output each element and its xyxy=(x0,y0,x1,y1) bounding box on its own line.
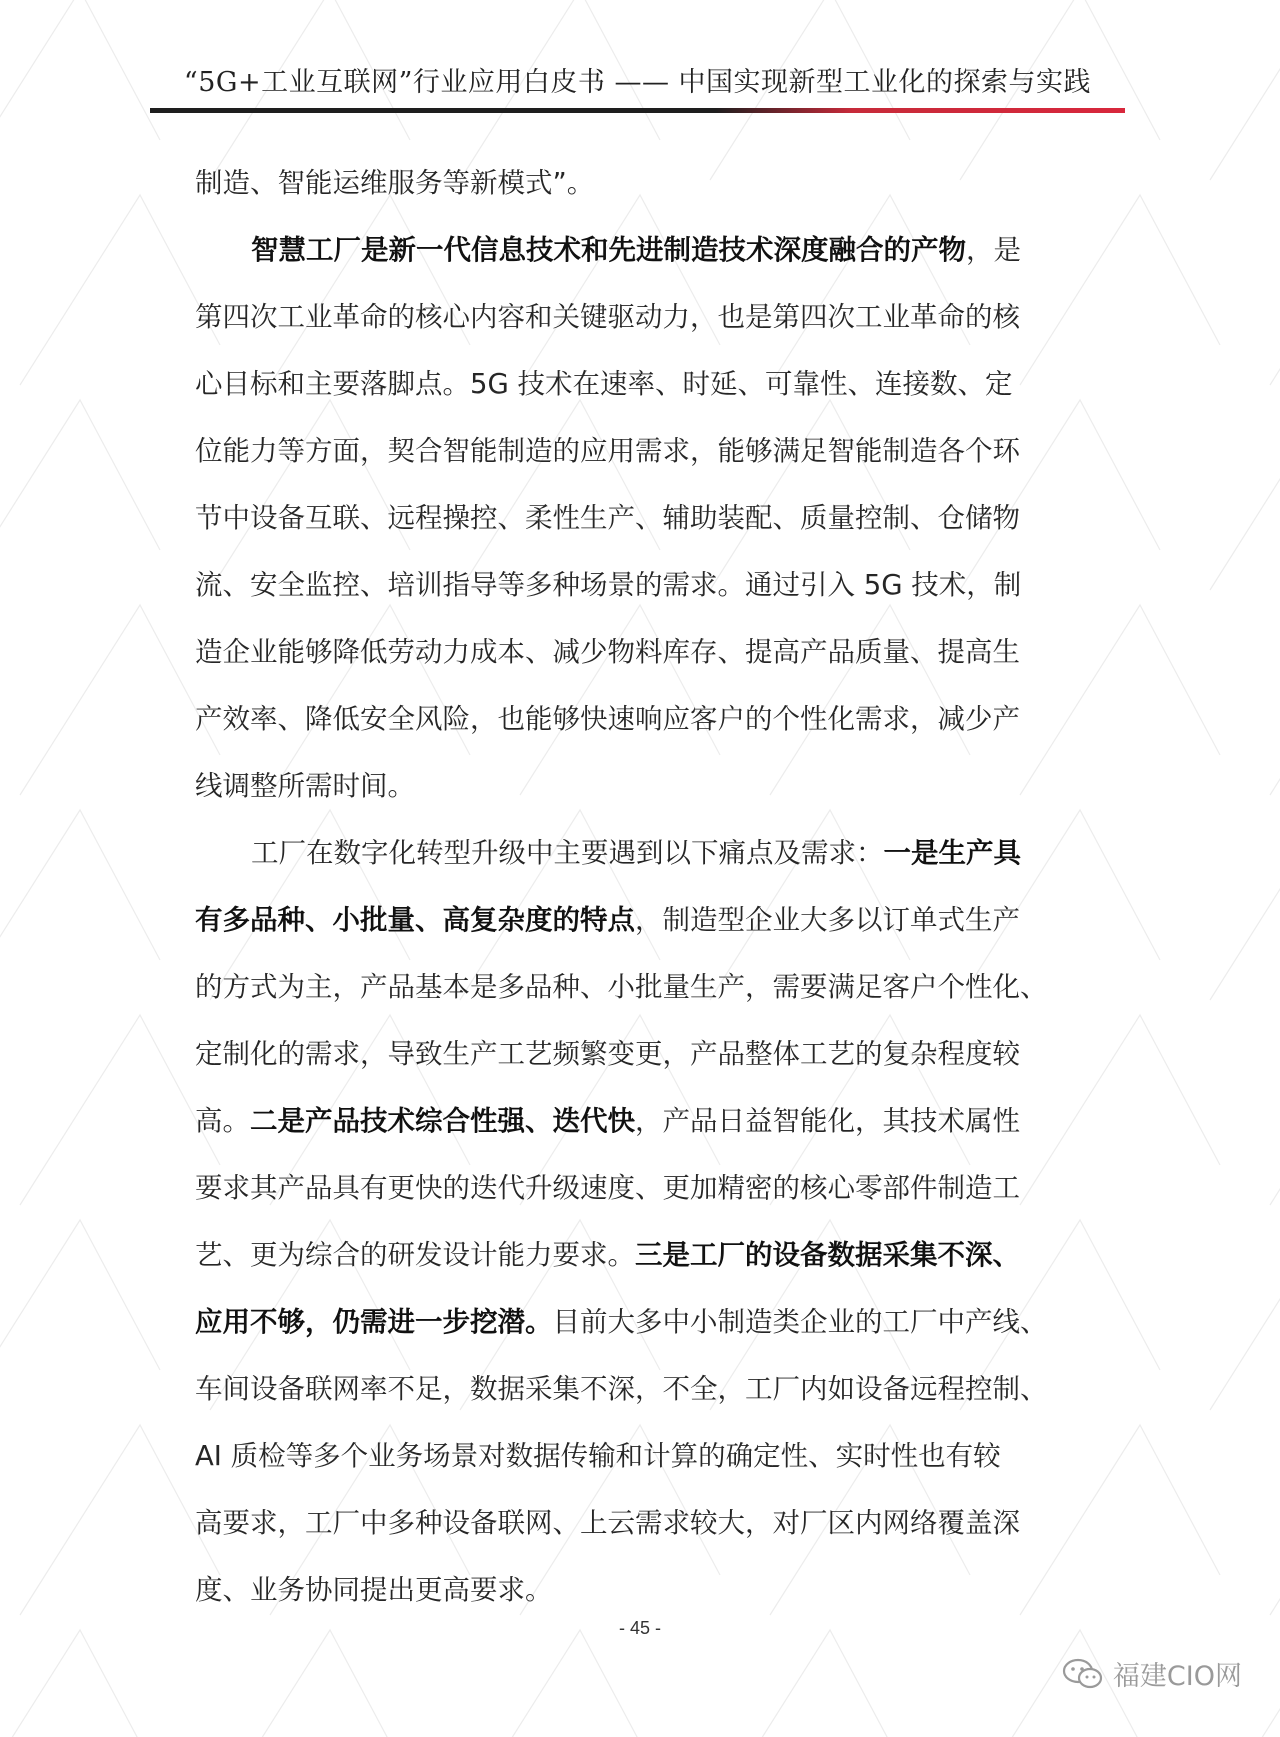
text-line xyxy=(195,753,1085,820)
text-segment: AI 质检等多个业务场景对数据传输和计算的确定性、实时性也有较 xyxy=(195,1440,1001,1472)
text-segment: 节中设备互联、远程操控、柔性生产、辅助装配、质量控制、仓储物 xyxy=(195,502,1020,534)
bold-text: 有多品种、小批量、高复杂度的特点 xyxy=(195,904,635,936)
text-line xyxy=(195,284,1085,351)
text-line xyxy=(195,418,1085,485)
page-number: - 45 - xyxy=(618,1618,661,1638)
text-segment: ，制造型企业大多以订单式生产 xyxy=(635,904,1020,936)
watermark-stroke xyxy=(1210,400,1280,590)
brand-text: 福建CIO网 xyxy=(1112,1661,1242,1692)
text-line xyxy=(195,1356,1085,1423)
text-segment: 心目标和主要落脚点。5G 技术在速率、时延、可靠性、连接数、定 xyxy=(195,368,1013,400)
text-segment: 度、业务协同提出更高要求。 xyxy=(195,1574,553,1606)
text-segment: 车间设备联网率不足，数据采集不深，不全，工厂内如设备远程控制、 xyxy=(195,1373,1048,1405)
watermark-stroke xyxy=(20,605,220,795)
header-title: “5G+工业互联网”行业应用白皮书 —— 中国实现新型工业化的探索与实践 xyxy=(183,67,1092,98)
watermark-stroke xyxy=(0,810,160,1000)
text-segment: 产效率、降低安全风险，也能够快速响应客户的个性化需求，减少产 xyxy=(195,703,1020,735)
text-segment: 第四次工业革命的核心内容和关键驱动力，也是第四次工业革命的核 xyxy=(195,301,1020,333)
text-segment: 工厂在数字化转型升级中主要遇到以下痛点及需求： xyxy=(251,837,884,869)
watermark-stroke xyxy=(0,400,160,590)
text-line xyxy=(195,954,1085,1021)
watermark-stroke xyxy=(460,1630,660,1737)
bold-text: 二是产品技术综合性强、迭代快 xyxy=(250,1105,635,1137)
bold-text: 三是工厂的设备数据采集不深、 xyxy=(635,1239,1020,1271)
text-line xyxy=(195,1021,1085,1088)
text-line xyxy=(195,887,1085,954)
bold-text: 一是生产具 xyxy=(883,837,1021,869)
brand-watermark xyxy=(1061,1654,1242,1693)
watermark-stroke xyxy=(1210,810,1280,1000)
watermark-stroke xyxy=(1270,605,1280,795)
watermark-stroke xyxy=(1270,1015,1280,1205)
text-line xyxy=(195,351,1085,418)
text-line xyxy=(195,485,1085,552)
watermark-stroke xyxy=(0,0,160,180)
watermark-stroke xyxy=(0,1630,160,1737)
text-line xyxy=(195,1557,1085,1624)
watermark-stroke xyxy=(210,1630,410,1737)
text-line xyxy=(195,1155,1085,1222)
text-line xyxy=(195,217,1085,284)
text-segment: 艺、更为综合的研发设计能力要求。 xyxy=(195,1239,635,1271)
header-rule xyxy=(150,108,1125,113)
text-line xyxy=(195,1423,1085,1490)
bold-text: 应用不够，仍需进一步挖潜。 xyxy=(195,1306,553,1338)
text-line xyxy=(195,1289,1085,1356)
text-segment: 的方式为主，产品基本是多品种、小批量生产，需要满足客户个性化、 xyxy=(195,971,1048,1003)
text-line xyxy=(195,150,1085,217)
text-segment: 线调整所需时间。 xyxy=(195,770,415,802)
text-segment: 目前大多中小制造类企业的工厂中产线、 xyxy=(552,1306,1048,1338)
watermark-stroke xyxy=(1210,1220,1280,1410)
text-segment: 定制化的需求，导致生产工艺频繁变更，产品整体工艺的复杂程度较 xyxy=(195,1038,1020,1070)
text-segment: 流、安全监控、培训指导等多种场景的需求。通过引入 5G 技术，制 xyxy=(195,569,1022,601)
text-segment: 位能力等方面，契合智能制造的应用需求，能够满足智能制造各个环 xyxy=(195,435,1020,467)
watermark-stroke xyxy=(1270,1425,1280,1615)
watermark-stroke xyxy=(0,1220,160,1410)
watermark-stroke xyxy=(710,1630,910,1737)
text-line xyxy=(195,1222,1085,1289)
watermark-stroke xyxy=(1210,0,1280,180)
text-segment: ，是 xyxy=(966,234,1021,266)
text-line xyxy=(195,619,1085,686)
text-segment: 制造、智能运维服务等新模式”。 xyxy=(195,167,595,199)
text-segment: 造企业能够降低劳动力成本、减少物料库存、提高产品质量、提高生 xyxy=(195,636,1020,668)
watermark-stroke xyxy=(20,1425,220,1615)
wechat-icon xyxy=(1061,1657,1105,1691)
text-line xyxy=(195,820,1085,887)
body-text xyxy=(195,150,1085,1624)
text-line xyxy=(195,552,1085,619)
watermark-stroke xyxy=(20,195,220,385)
page-header xyxy=(150,58,1125,118)
text-segment: 高要求，工厂中多种设备联网、上云需求较大，对厂区内网络覆盖深 xyxy=(195,1507,1020,1539)
watermark-stroke xyxy=(1270,195,1280,385)
watermark-stroke xyxy=(20,1015,220,1205)
text-segment: ，产品日益智能化，其技术属性 xyxy=(635,1105,1020,1137)
text-line xyxy=(195,1088,1085,1155)
bold-text: 智慧工厂是新一代信息技术和先进制造技术深度融合的产物 xyxy=(251,234,966,266)
text-line xyxy=(195,1490,1085,1557)
text-line xyxy=(195,686,1085,753)
text-segment: 高。 xyxy=(195,1105,250,1137)
text-segment: 要求其产品具有更快的迭代升级速度、更加精密的核心零部件制造工 xyxy=(195,1172,1020,1204)
